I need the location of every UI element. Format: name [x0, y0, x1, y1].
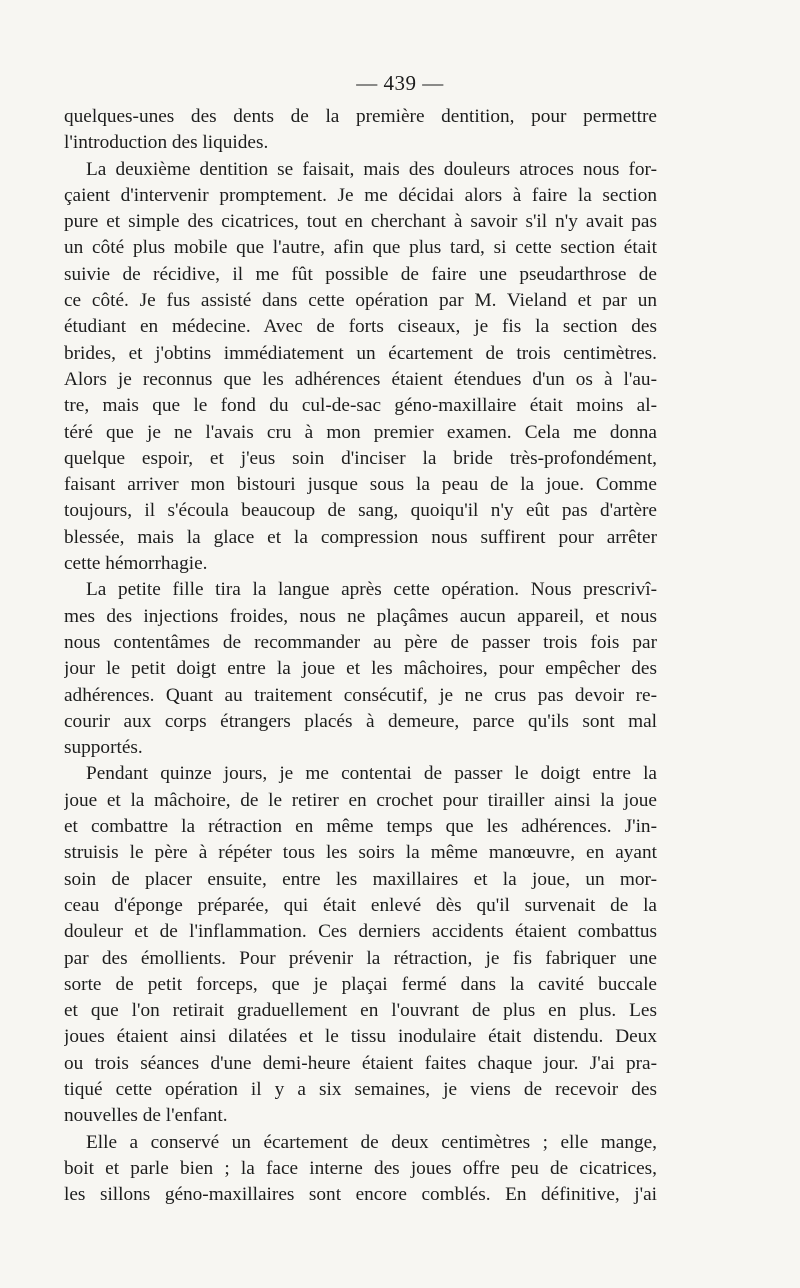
- text-line: La deuxième dentition se faisait, mais des douleurs atroces nous for-: [86, 158, 657, 180]
- text-line: quelques-unes des dents de la première dentition, pour permettre: [64, 106, 657, 127]
- text-line: et que l'on retirait graduellement en l'ouvrant de plus en plus. Les: [64, 1000, 657, 1022]
- text-line: quelque espoir, et j'eus soin d'inciser la bride très-profondément,: [64, 447, 657, 469]
- text-line: soin de placer ensuite, entre les maxillaires et la joue, un mor-: [64, 868, 657, 890]
- text-line: téré que je ne l'avais cru à mon premier examen. Cela me donna: [64, 421, 657, 443]
- text-line: un côté plus mobile que l'autre, afin que plus tard, si cette section était: [64, 237, 657, 259]
- text-line: l'introduction des liquides.: [64, 132, 269, 154]
- text-line: nous contentâmes de recommander au père de passer trois fois par: [64, 631, 657, 653]
- page-number: — 439 —: [356, 71, 444, 95]
- text-line: nouvelles de l'enfant.: [64, 1105, 228, 1127]
- body-text: [64, 104, 657, 1208]
- text-line: cette hémorrhagie.: [64, 553, 208, 575]
- text-line: et combattre la rétraction en même temps que les adhérences. J'in-: [64, 816, 657, 838]
- text-line: mes des injections froides, nous ne plaçâmes aucun appareil, et nous: [64, 605, 657, 627]
- text-line: La petite fille tira la langue après cette opération. Nous prescrivî-: [86, 579, 657, 601]
- text-line: tre, mais que le fond du cul-de-sac géno-maxillaire était moins al-: [64, 395, 657, 417]
- text-line: brides, et j'obtins immédiatement un écartement de trois centimètres.: [64, 342, 657, 364]
- text-line: les sillons géno-maxillaires sont encore comblés. En définitive, j'ai: [64, 1184, 657, 1206]
- text-line: supportés.: [64, 737, 143, 759]
- text-line: joue et la mâchoire, de le retirer en crochet pour tirailler ainsi la joue: [64, 789, 657, 811]
- text-line: struisis le père à répéter tous les soirs la même manœuvre, en ayant: [64, 842, 657, 864]
- text-line: Alors je reconnus que les adhérences étaient étendues d'un os à l'au-: [64, 368, 657, 390]
- text-line: pure et simple des cicatrices, tout en cherchant à savoir s'il n'y avait pas: [64, 211, 657, 233]
- text-line: douleur et de l'inflammation. Ces derniers accidents étaient combattus: [64, 921, 657, 943]
- text-line: jour le petit doigt entre la joue et les mâchoires, pour empêcher des: [64, 658, 657, 680]
- text-line: çaient d'intervenir promptement. Je me décidai alors à faire la section: [64, 184, 657, 206]
- text-line: Elle a conservé un écartement de deux centimètres ; elle mange,: [86, 1131, 657, 1153]
- text-line: joues étaient ainsi dilatées et le tissu inodulaire était distendu. Deux: [64, 1026, 657, 1048]
- text-line: adhérences. Quant au traitement consécutif, je ne crus pas devoir re-: [64, 684, 657, 706]
- text-line: ce côté. Je fus assisté dans cette opération par M. Vieland et par un: [64, 290, 657, 312]
- text-line: suivie de récidive, il me fût possible de faire une pseudarthrose de: [64, 263, 657, 285]
- text-line: par des émollients. Pour prévenir la rétraction, je fis fabriquer une: [64, 947, 657, 969]
- text-line: tiqué cette opération il y a six semaines, je viens de recevoir des: [64, 1078, 657, 1100]
- text-line: Pendant quinze jours, je me contentai de passer le doigt entre la: [86, 763, 657, 785]
- text-line: étudiant en médecine. Avec de forts ciseaux, je fis la section des: [64, 316, 657, 338]
- text-line: blessée, mais la glace et la compression nous suffirent pour arrêter: [64, 526, 657, 548]
- text-line: ou trois séances d'une demi-heure étaient faites chaque jour. J'ai pra-: [64, 1052, 657, 1074]
- text-line: faisant arriver mon bistouri jusque sous la peau de la joue. Comme: [64, 474, 657, 496]
- text-line: sorte de petit forceps, que je plaçai fermé dans la cavité buccale: [64, 973, 657, 995]
- text-line: toujours, il s'écoula beaucoup de sang, quoiqu'il n'y eût pas d'artère: [64, 500, 657, 522]
- text-line: ceau d'éponge préparée, qui était enlevé dès qu'il survenait de la: [64, 894, 657, 916]
- text-line: boit et parle bien ; la face interne des joues offre peu de cicatrices,: [64, 1157, 657, 1179]
- text-line: courir aux corps étrangers placés à demeure, parce qu'ils sont mal: [64, 710, 657, 732]
